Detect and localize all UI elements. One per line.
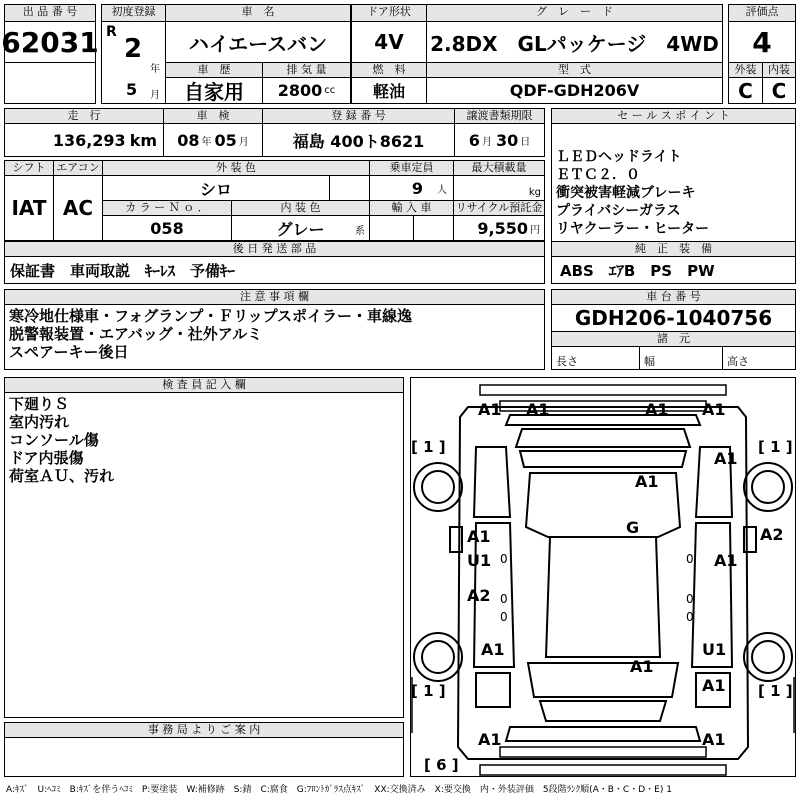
- plate-label: 登 録 番 号: [262, 108, 455, 124]
- options-label: 純 正 装 備: [551, 241, 796, 257]
- sales-point: ＥＴＣ２．０: [556, 167, 640, 183]
- import-cell: [369, 215, 414, 241]
- fuel: 軽油: [351, 77, 427, 104]
- capacity-label: 乗車定員: [369, 160, 454, 176]
- model-label: 型 式: [426, 62, 723, 78]
- recycle-label: リサイクル預託金: [453, 200, 545, 216]
- mileage-unit: km: [129, 130, 157, 150]
- count-bracket: [ 6 ]: [424, 756, 459, 774]
- inspection-month: 05: [214, 130, 237, 150]
- damage-mark: A1: [702, 676, 726, 695]
- sales-points-label: セ ー ル ス ポ イ ン ト: [551, 108, 796, 124]
- import-label: 輸 入 車: [369, 200, 454, 216]
- damage-mark: A1: [714, 551, 738, 570]
- inspection-cell: [163, 123, 263, 157]
- max-load-cell: [453, 175, 545, 201]
- inspector-line: 荷室ＡＵ、汚れ: [9, 467, 115, 485]
- transfer-month: 6: [468, 130, 480, 150]
- capacity: 9: [411, 178, 423, 198]
- chassis-label: 車 台 番 号: [551, 289, 796, 305]
- interior-color-cell: [231, 215, 370, 241]
- sales-point: プライバシーガラス: [556, 203, 681, 219]
- capacity-cell: [369, 175, 454, 201]
- exterior-grade: C: [728, 77, 763, 104]
- interior-color: グレー: [276, 219, 325, 239]
- office-notice-label: 事 務 局 よ り ご 案 内: [4, 722, 404, 738]
- damage-mark: A1: [702, 730, 726, 749]
- mileage-cell: [4, 123, 164, 157]
- recycle-fee: 9,550: [477, 218, 528, 238]
- shift: IAT: [4, 175, 54, 241]
- exterior-color-blank: [329, 175, 370, 201]
- door-zero: 0: [500, 552, 508, 566]
- sales-point: リヤクーラー・ヒーター: [556, 221, 710, 237]
- mileage-label: 走 行: [4, 108, 164, 124]
- transfer-deadline-label: 譲渡書類期限: [454, 108, 545, 124]
- year-unit: 年: [150, 64, 160, 75]
- capacity-unit: 人: [437, 184, 447, 196]
- exterior-color: シロ: [102, 175, 330, 201]
- interior-grade: C: [762, 77, 796, 104]
- count-bracket: [ 1 ]: [411, 438, 446, 456]
- spec-label: 諸 元: [551, 331, 796, 347]
- door-zero: 0: [686, 592, 694, 606]
- recycle-cell: [453, 215, 545, 241]
- damage-mark: A1: [481, 640, 505, 659]
- inspector-line: ドア内張傷: [9, 449, 84, 467]
- interior-label: 内装: [762, 62, 796, 78]
- shift-label: シフト: [4, 160, 54, 176]
- sales-points: [551, 123, 796, 242]
- transfer-day-unit: 日: [520, 136, 531, 148]
- mileage: 136,293: [52, 130, 126, 150]
- exterior-label: 外装: [728, 62, 763, 78]
- damage-mark: G: [626, 518, 640, 537]
- grade: 2.8DX GLパッケージ 4WD: [426, 21, 723, 63]
- damage-mark: A1: [478, 400, 502, 419]
- first-registration-label: 初度登録: [101, 4, 166, 22]
- damage-mark: A1: [630, 657, 654, 676]
- model-code: QDF-GDH206V: [426, 77, 723, 104]
- car-name: ハイエースバン: [165, 21, 351, 63]
- width-label: 幅: [639, 346, 723, 370]
- displacement: 2800: [277, 81, 323, 100]
- inspector-line: コンソール傷: [9, 431, 99, 449]
- inspector-line: 下廻りＳ: [9, 395, 70, 413]
- damage-mark: A1: [478, 730, 502, 749]
- registration-month: 5: [126, 80, 138, 99]
- shipping-parts-label: 後 日 発 送 部 品: [4, 241, 545, 257]
- door-type-label: ドア形状: [351, 4, 427, 22]
- damage-legend: A:ｷｽﾞ U:ﾍｺﾐ B:ｷｽﾞを伴うﾍｺﾐ P:要塗装 W:補修跡 S:錆 C:腐食 G:ﾌﾛﾝﾄｶﾞﾗｽ点ｷｽﾞ XX:交換済み X:要交換 内・外装評価 5段階ﾗﾝｸ順(A・B・C・D・E) 1: [6, 785, 672, 795]
- damage-mark: U1: [467, 551, 492, 570]
- transfer-month-unit: 月: [481, 136, 492, 148]
- import-blank: [413, 215, 454, 241]
- recycle-unit: 円: [530, 224, 540, 236]
- displacement-unit: cc: [324, 85, 336, 96]
- interior-color-unit: 系: [355, 226, 365, 237]
- inspection-month-unit: 月: [238, 136, 249, 148]
- height-label: 高さ: [722, 346, 796, 370]
- grade-label: グ レ ー ド: [426, 4, 723, 22]
- inspector-notes-label: 検 査 員 記 入 欄: [4, 377, 404, 393]
- count-bracket: [ 1 ]: [758, 682, 793, 700]
- history: 自家用: [165, 77, 263, 104]
- transfer-day: 30: [495, 130, 519, 150]
- damage-mark: A2: [760, 525, 784, 544]
- door-zero: 0: [686, 610, 694, 624]
- options: ABS ｴｱB PS PW: [551, 256, 796, 284]
- color-number-label: カ ラ ー Ｎ ｏ ．: [102, 200, 232, 216]
- exterior-color-label: 外 装 色: [102, 160, 370, 176]
- aircon: AC: [53, 175, 103, 241]
- damage-mark: A1: [714, 449, 738, 468]
- inspection-year: 08: [177, 130, 200, 150]
- sales-point: 衝突被害軽減ブレーキ: [556, 185, 696, 201]
- length-label: 長さ: [551, 346, 640, 370]
- history-label: 車 歴: [165, 62, 263, 78]
- damage-mark: A1: [635, 472, 659, 491]
- inspection-year-unit: 年: [201, 136, 212, 148]
- count-bracket: [ 1 ]: [758, 438, 793, 456]
- damage-mark: A1: [645, 400, 669, 419]
- chassis-number: GDH206-1040756: [551, 304, 796, 332]
- notes-label: 注 意 事 項 欄: [4, 289, 545, 305]
- door-zero: 0: [686, 552, 694, 566]
- note-line: スペアーキー後日: [9, 343, 129, 361]
- sales-point: ＬＥＤヘッドライト: [556, 149, 682, 165]
- damage-mark: A1: [702, 400, 726, 419]
- score: 4: [728, 21, 796, 63]
- note-line: 寒冷地仕様車・フォグランプ・Ｆリップスポイラー・車線逸: [9, 307, 413, 325]
- month-unit: 月: [150, 90, 160, 101]
- lot-number-blank: [4, 62, 96, 104]
- inspector-notes: [4, 392, 404, 718]
- damage-mark: U1: [702, 640, 727, 659]
- count-bracket: [ 1 ]: [411, 682, 446, 700]
- fuel-label: 燃 料: [351, 62, 427, 78]
- displacement-label: 排 気 量: [262, 62, 351, 78]
- displacement-cell: [262, 77, 351, 104]
- car-name-label: 車 名: [165, 4, 351, 22]
- lot-number: 62031: [4, 21, 96, 63]
- era: R: [106, 24, 117, 40]
- damage-mark: A1: [467, 527, 491, 546]
- transfer-deadline-cell: [454, 123, 545, 157]
- damage-mark: A2: [467, 586, 491, 605]
- plate-number: 福島 400ト8621: [262, 123, 455, 157]
- inspection-label: 車 検: [163, 108, 263, 124]
- score-label: 評価点: [728, 4, 796, 22]
- interior-color-label: 内 装 色: [231, 200, 370, 216]
- aircon-label: エアコン: [53, 160, 103, 176]
- inspector-line: 室内汚れ: [9, 413, 70, 431]
- max-load-unit: kg: [528, 187, 541, 198]
- registration-year: 2: [124, 34, 143, 64]
- lot-number-label: 出 品 番 号: [4, 4, 96, 22]
- shipping-parts: 保証書 車両取説 ｷｰﾚｽ 予備ｷｰ: [4, 256, 545, 284]
- office-notice: [4, 737, 404, 777]
- door-zero: 0: [500, 610, 508, 624]
- door-zero: 0: [500, 592, 508, 606]
- door-type: 4V: [351, 21, 427, 63]
- first-registration-cell: [101, 21, 166, 104]
- max-load-label: 最大積載量: [453, 160, 545, 176]
- note-line: 脱警報装置・エアバッグ・社外アルミ: [9, 325, 263, 343]
- notes: [4, 304, 545, 370]
- vehicle-diagram: [410, 377, 796, 777]
- color-number: 058: [102, 215, 232, 241]
- damage-mark: A1: [526, 400, 550, 419]
